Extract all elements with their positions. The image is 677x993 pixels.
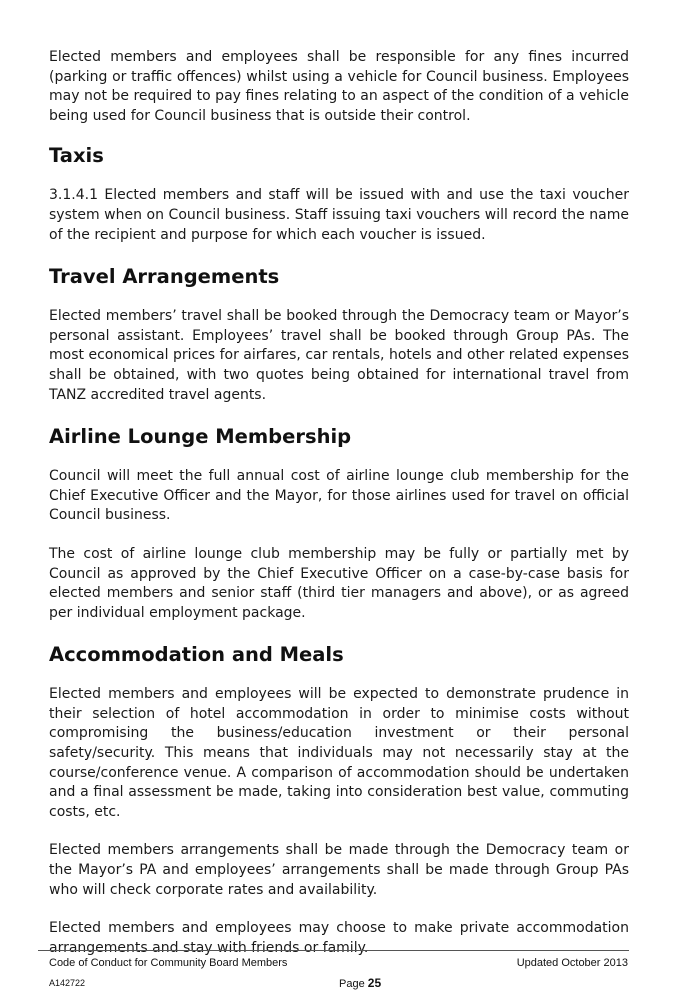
lounge-paragraph-1: Council will meet the full annual cost of airline lounge club membership for the Chief Executive Officer and the Mayor, for those airlines used for travel on official Council business. bbox=[49, 468, 629, 524]
document-body bbox=[49, 48, 629, 977]
footer-page-number bbox=[339, 976, 381, 990]
accommodation-heading: Accommodation and Meals bbox=[49, 643, 344, 667]
travel-paragraph: Elected members’ travel shall be booked through the Democracy team or Mayor’s personal assistant. Employees’ travel shall be booked through Group PAs. The most economical prices for airfares, car rentals, hotels and other related expenses shall be obtained, with two quotes being obtained for international travel from TANZ accredited travel agents. bbox=[49, 308, 629, 403]
taxis-paragraph: 3.1.4.1 Elected members and staff will be issued with and use the taxi voucher system when on Council business. Staff issuing taxi vouchers will record the name of the recipient and purpose for which each voucher is issued. bbox=[49, 187, 629, 243]
page-label: Page bbox=[339, 978, 365, 990]
accommodation-paragraph-3: Elected members and employees may choose to make private accommodation arrangements and stay with friends or family. bbox=[49, 920, 629, 956]
footer-document-title: Code of Conduct for Community Board Members bbox=[49, 957, 288, 969]
intro-paragraph: Elected members and employees shall be responsible for any fines incurred (parking or traffic offences) whilst using a vehicle for Council business. Employees may not be required to pay fines relating to an aspect of the condition of a vehicle being used for Council business that is outside their control. bbox=[49, 49, 629, 124]
page-number: 25 bbox=[367, 976, 382, 990]
footer-reference-number: A142722 bbox=[49, 978, 86, 988]
accommodation-paragraph-1: Elected members and employees will be expected to demonstrate prudence in their selection of hotel accommodation in order to minimise costs without compromising the business/education investment or their personal safety/security. This means that individuals may not necessarily stay at the course/conference venue. A comparison of accommodation should be undertaken and a final assessment be made, taking into consideration best value, commuting costs, etc. bbox=[49, 686, 629, 820]
accommodation-paragraph-2: Elected members arrangements shall be made through the Democracy team or the Mayor’s PA and employees’ arrangements shall be made through Group PAs who will check corporate rates and availability. bbox=[49, 842, 629, 898]
footer-divider bbox=[38, 950, 629, 951]
travel-heading: Travel Arrangements bbox=[49, 265, 280, 289]
footer-updated-date: Updated October 2013 bbox=[516, 957, 628, 969]
taxis-heading: Taxis bbox=[49, 144, 104, 168]
lounge-heading: Airline Lounge Membership bbox=[49, 425, 352, 449]
lounge-paragraph-2: The cost of airline lounge club membership may be fully or partially met by Council as approved by the Chief Executive Officer on a case-by-case basis for elected members and senior staff (third tier managers and above), or as agreed per individual employment package. bbox=[49, 545, 629, 621]
